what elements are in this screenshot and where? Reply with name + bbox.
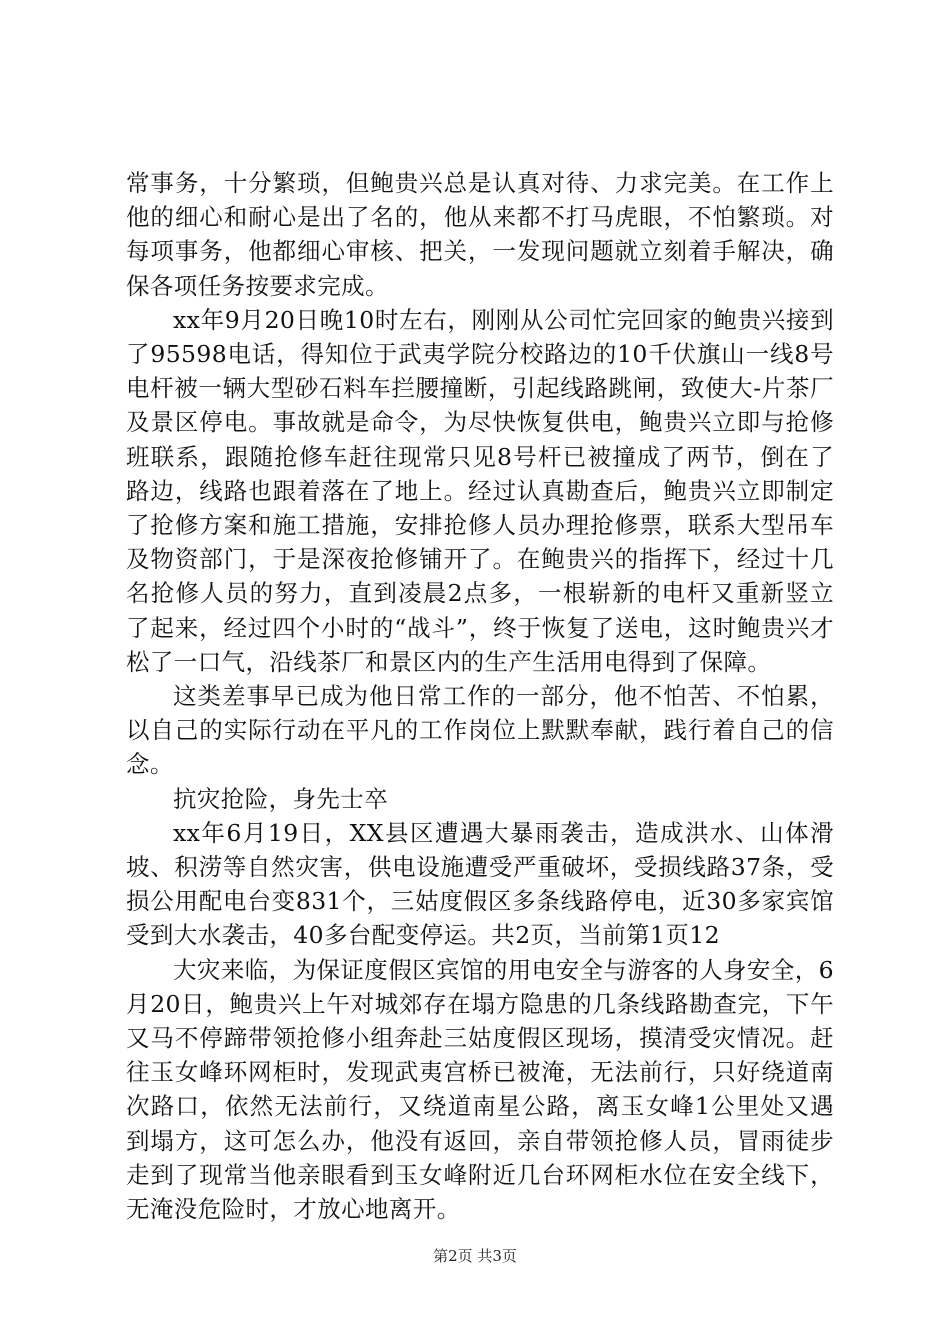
paragraph-daily-work: 这类差事早已成为他日常工作的一部分，他不怕苦、不怕累，以自己的实际行动在平凡的工作岗位上默默奉献，践行着自己的信念。: [126, 682, 834, 779]
paragraph-disaster-response: 大灾来临，为保证度假区宾馆的用电安全与游客的人身安全，6月20日，鲍贵兴上午对城郊存在塌方隐患的几条线路勘查完，下午又马不停蹄带领抢修小组奔赴三姑度假区现场，摸清受灾情况。赶往玉女峰环网柜时，发现武夷宫桥已被淹，无法前行，只好绕道南次路口，依然无法前行，又绕道南星公路，离玉女峰1公里处又遇到塌方，这可怎么办，他没有返回，亲自带领抢修人员，冒雨徒步走到了现常当他亲眼看到玉女峰附近几台环网柜水位在安全线下，无淹没危险时，才放心地离开。: [126, 955, 834, 1224]
document-body: [126, 166, 834, 1226]
section-heading: 抗灾抢险，身先士卒: [173, 784, 389, 813]
paragraph-rainstorm: xx年6月19日，XX县区遭遇大暴雨袭击，造成洪水、山体滑坡、积涝等自然灾害，供电设施遭受严重破坏，受损线路37条，受损公用配电台变831个，三姑度假区多条线路停电，近30多家宾馆受到大水袭击，40多台配变停运。共2页，当前第1页12: [126, 818, 834, 950]
paragraph-night-repair: xx年9月20日晚10时左右，刚刚从公司忙完回家的鲍贵兴接到了95598电话，得知位于武夷学院分校路边的10千伏旗山一线8号电杆被一辆大型砂石料车拦腰撞断，引起线路跳闸，致使大-片茶厂及景区停电。事故就是命令，为尽快恢复供电，鲍贵兴立即与抢修班联系，跟随抢修车赶往现常只见8号杆已被撞成了两节，倒在了路边，线路也跟着落在了地上。经过认真勘查后，鲍贵兴立即制定了抢修方案和施工措施，安排抢修人员办理抢修票，联系大型吊车及物资部门，于是深夜抢修铺开了。在鲍贵兴的指挥下，经过十几名抢修人员的努力，直到凌晨2点多，一根崭新的电杆又重新竖立了起来，经过四个小时的“战斗”，终于恢复了送电，这时鲍贵兴才松了一口气，沿线茶厂和景区内的生产生活用电得到了保障。: [126, 305, 834, 676]
page-footer: 第2页 共3页: [433, 1247, 517, 1265]
paragraph-continuation: 常事务，十分繁琐，但鲍贵兴总是认真对待、力求完美。在工作上他的细心和耐心是出了名的，他从来都不打马虎眼，不怕繁琐。对每项事务，他都细心审核、把关，一发现问题就立刻着手解决，确保各项任务按要求完成。: [126, 169, 834, 300]
